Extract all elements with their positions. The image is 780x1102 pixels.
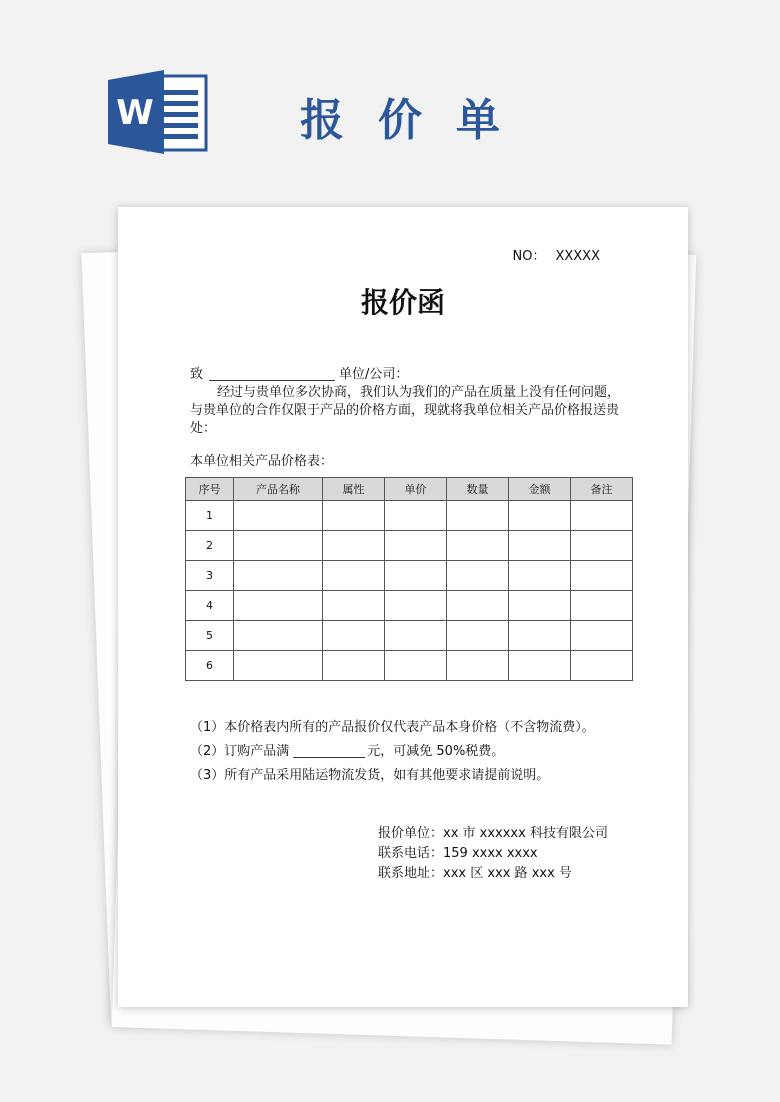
cell (234, 501, 323, 531)
note-item (190, 740, 595, 764)
cell (509, 501, 571, 531)
word-logo-icon (108, 70, 208, 154)
cell (509, 651, 571, 681)
document-page (118, 207, 688, 1007)
cell (571, 561, 633, 591)
recipient-suffix: 单位/公司： (339, 367, 409, 382)
row-number: 1 (186, 501, 234, 531)
company-line: 报价单位：xx 市 xxxxxx 科技有限公司 (378, 826, 608, 841)
table-caption: 本单位相关产品价格表： (190, 454, 334, 469)
cell (447, 531, 509, 561)
doc-number (513, 245, 601, 264)
document-title: 报价函 (360, 286, 445, 319)
recipient-line (190, 363, 408, 382)
table-row (186, 651, 633, 681)
cell (509, 561, 571, 591)
cell (234, 621, 323, 651)
cell (323, 591, 385, 621)
price-table (185, 477, 633, 681)
row-number: 2 (186, 531, 234, 561)
amount-blank (293, 743, 365, 758)
cell (323, 531, 385, 561)
header-title: 报价单 (300, 95, 534, 146)
header-cell: 数量 (447, 478, 509, 501)
note-item: （3）所有产品采用陆运物流发货，如有其他要求请提前说明。 (190, 768, 550, 783)
cell (447, 501, 509, 531)
doc-number-value: XXXXX (555, 249, 600, 264)
note-item: （1）本价格表内所有的产品报价仅代表产品本身价格（不含物流费）。 (190, 720, 595, 735)
cell (571, 621, 633, 651)
cell (323, 621, 385, 651)
header-cell: 金额 (509, 478, 571, 501)
header-cell: 产品名称 (234, 478, 323, 501)
cell (447, 561, 509, 591)
cell (234, 651, 323, 681)
cell (385, 591, 447, 621)
cell (447, 591, 509, 621)
phone-line: 联系电话：159 xxxx xxxx (378, 846, 538, 861)
cell (447, 621, 509, 651)
header-cell: 备注 (571, 478, 633, 501)
table-row (186, 621, 633, 651)
cell (509, 531, 571, 561)
cell (571, 591, 633, 621)
cell (385, 531, 447, 561)
table-header-row (186, 478, 633, 501)
table-row (186, 591, 633, 621)
body-paragraph: 经过与贵单位多次协商，我们认为我们的产品在质量上没有任何问题，与贵单位的合作仅限于产品的价格方面，现就将我单位相关产品价格报送贵处： (190, 385, 621, 436)
cell (234, 561, 323, 591)
header-cell: 序号 (186, 478, 234, 501)
row-number: 5 (186, 621, 234, 651)
note-2-prefix: （2）订购产品满 (190, 744, 290, 759)
recipient-prefix: 致 (190, 367, 204, 382)
table-row (186, 531, 633, 561)
cell (323, 501, 385, 531)
cell (509, 621, 571, 651)
row-number: 4 (186, 591, 234, 621)
table-row (186, 501, 633, 531)
cell (323, 561, 385, 591)
row-number: 3 (186, 561, 234, 591)
note-2-suffix: 元，可减免 50%税费。 (367, 744, 505, 759)
cell (509, 591, 571, 621)
cell (385, 621, 447, 651)
row-number: 6 (186, 651, 234, 681)
cell (571, 501, 633, 531)
cell (447, 651, 509, 681)
doc-number-label: NO： (512, 249, 546, 264)
recipient-blank (209, 366, 335, 381)
cell (571, 651, 633, 681)
table-row (186, 561, 633, 591)
address-line: 联系地址：xxx 区 xxx 路 xxx 号 (378, 866, 572, 881)
header-cell: 属性 (323, 478, 385, 501)
cell (234, 531, 323, 561)
header-cell: 单价 (385, 478, 447, 501)
cell (234, 591, 323, 621)
cell (385, 501, 447, 531)
cell (385, 561, 447, 591)
cell (571, 531, 633, 561)
notes-list (190, 716, 595, 788)
contact-info (378, 824, 608, 884)
svg-text:W: W (116, 93, 154, 133)
cell (323, 651, 385, 681)
cell (385, 651, 447, 681)
